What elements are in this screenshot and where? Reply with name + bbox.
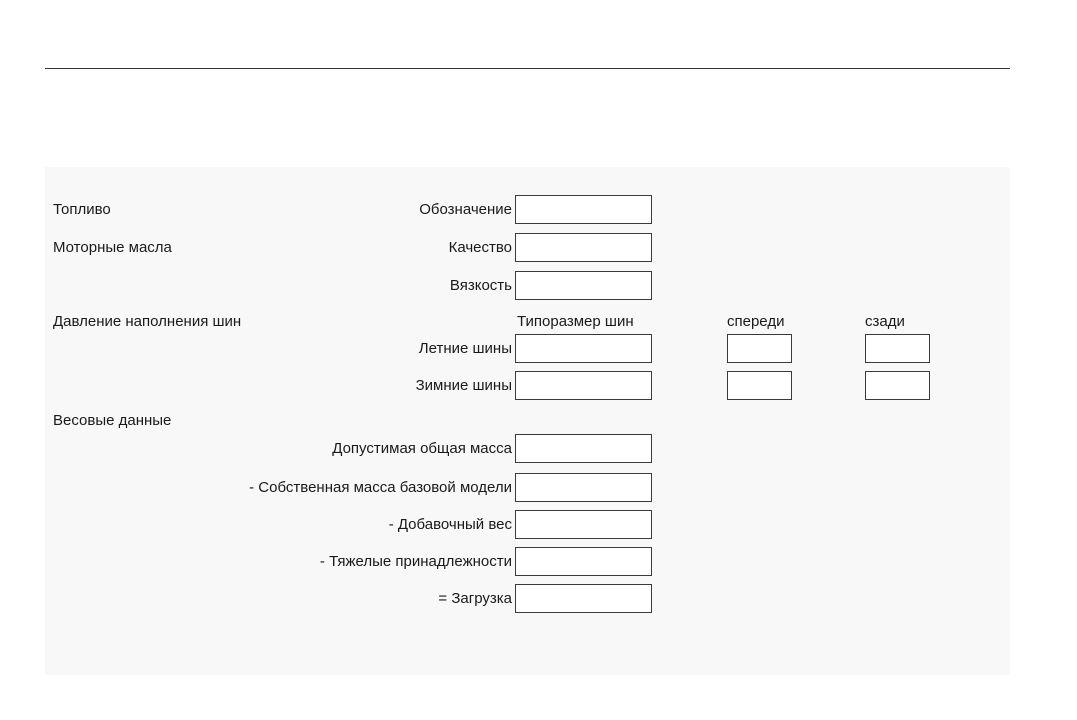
designation-label: Обозначение xyxy=(419,201,512,218)
tire-size-header: Типоразмер шин xyxy=(517,313,634,330)
winter-rear-pressure-field[interactable] xyxy=(865,371,930,400)
top-divider xyxy=(45,68,1010,69)
extra-weight-field[interactable] xyxy=(515,510,652,539)
viscosity-label: Вязкость xyxy=(449,277,512,294)
section-fuel: Топливо xyxy=(53,201,111,218)
heavy-accessories-field[interactable] xyxy=(515,547,652,576)
winter-tire-size-field[interactable] xyxy=(515,371,652,400)
quality-field[interactable] xyxy=(515,233,652,262)
curb-mass-label: - Собственная масса базовой модели xyxy=(249,479,512,496)
heavy-accessories-label: - Тяжелые принадлежности xyxy=(319,553,512,570)
quality-label: Качество xyxy=(448,239,512,256)
extra-weight-label: - Добавочный вес xyxy=(388,516,512,533)
section-tire-pressure: Давление наполнения шин xyxy=(53,313,242,330)
gross-mass-field[interactable] xyxy=(515,434,652,463)
winter-tires-label: Зимние шины xyxy=(415,377,512,394)
load-label: = Загрузка xyxy=(438,590,512,607)
rear-header: сзади xyxy=(865,313,905,330)
summer-front-pressure-field[interactable] xyxy=(727,334,792,363)
front-header: спереди xyxy=(727,313,785,330)
section-weight-data: Весовые данные xyxy=(53,412,172,429)
summer-rear-pressure-field[interactable] xyxy=(865,334,930,363)
load-field[interactable] xyxy=(515,584,652,613)
summer-tire-size-field[interactable] xyxy=(515,334,652,363)
designation-field[interactable] xyxy=(515,195,652,224)
section-engine-oils: Моторные масла xyxy=(53,239,172,256)
winter-front-pressure-field[interactable] xyxy=(727,371,792,400)
curb-mass-field[interactable] xyxy=(515,473,652,502)
viscosity-field[interactable] xyxy=(515,271,652,300)
gross-mass-label: Допустимая общая масса xyxy=(332,440,512,457)
summer-tires-label: Летние шины xyxy=(418,340,512,357)
